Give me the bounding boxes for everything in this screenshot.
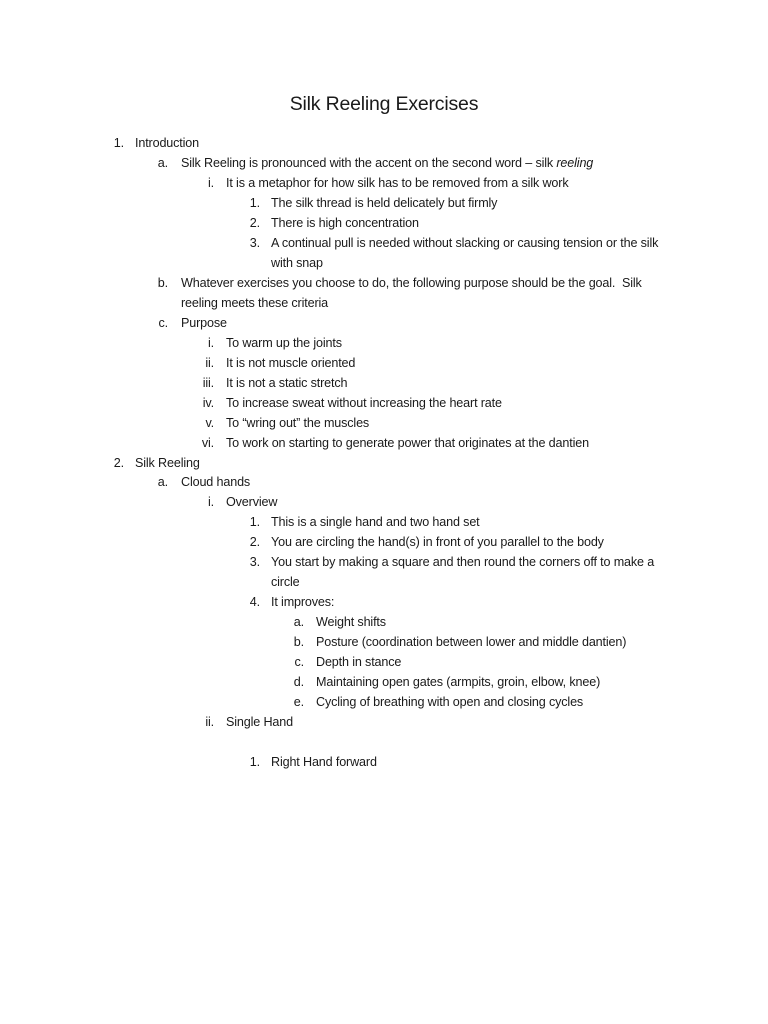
outline-text: The silk thread is held delicately but firmly: [271, 196, 498, 210]
outline-text: Introduction: [135, 136, 200, 150]
outline-item: [194, 393, 502, 413]
outline-marker: c.: [158, 316, 168, 330]
outline-item: [284, 672, 600, 692]
outline-marker: ii.: [205, 356, 214, 370]
outline-text-plain: Silk Reeling is pronounced with the accent on the second word – silk: [181, 156, 557, 170]
outline-text: To warm up the joints: [226, 336, 342, 350]
outline-text: You are circling the hand(s) in front of you parallel to the body: [271, 535, 604, 549]
outline-item: [104, 453, 200, 473]
outline-text: Posture (coordination between lower and middle dantien): [316, 635, 627, 649]
outline-marker: 2.: [249, 216, 260, 230]
outline-marker: c.: [294, 655, 304, 669]
outline-marker: iii.: [202, 376, 214, 390]
outline-text: Overview: [226, 495, 278, 509]
outline-marker: ii.: [205, 715, 214, 729]
outline-marker: 2.: [113, 456, 124, 470]
outline-item: [194, 492, 277, 512]
outline-item: [284, 652, 401, 672]
outline-item: [240, 512, 480, 532]
outline-text: There is high concentration: [271, 216, 419, 230]
outline-text: Whatever exercises you choose to do, the following purpose should be the goal. Silk: [181, 276, 642, 290]
outline-item: [194, 333, 342, 353]
outline-item: [240, 592, 334, 612]
outline-marker: 1.: [249, 196, 260, 210]
outline-marker: 3.: [249, 555, 260, 569]
outline-marker: d.: [293, 675, 304, 689]
outline-marker: i.: [208, 176, 214, 190]
outline-text: Weight shifts: [316, 615, 386, 629]
outline-text: Right Hand forward: [271, 755, 377, 769]
outline-marker: i.: [208, 336, 214, 350]
outline-item: [240, 532, 604, 552]
outline-item: [148, 313, 227, 333]
outline-text: It improves:: [271, 595, 335, 609]
outline-text: [181, 153, 593, 173]
outline-marker: 3.: [249, 236, 260, 250]
outline-item: [148, 153, 593, 173]
outline-item: [194, 173, 568, 193]
outline-item: [194, 353, 355, 373]
outline-text: You start by making a square and then round the corners off to make a: [271, 555, 655, 569]
outline-item: [194, 413, 369, 433]
outline-item: [284, 632, 626, 652]
outline-continuation: circle: [271, 575, 300, 589]
outline-marker: e.: [293, 695, 304, 709]
outline-item: [240, 552, 654, 572]
outline-text: Maintaining open gates (armpits, groin, elbow, knee): [316, 675, 601, 689]
outline-item: [240, 752, 377, 772]
outline-text: Purpose: [181, 316, 227, 330]
outline-item: [104, 133, 199, 153]
outline-item: [240, 233, 658, 253]
outline-item: [194, 433, 589, 453]
outline-text: To increase sweat without increasing the heart rate: [226, 396, 502, 410]
outline-marker: a.: [293, 615, 304, 629]
outline-marker: v.: [205, 416, 214, 430]
outline-text: It is not muscle oriented: [226, 356, 356, 370]
outline-marker: iv.: [202, 396, 214, 410]
document-title: Silk Reeling Exercises: [289, 93, 479, 115]
outline-text: It is a metaphor for how silk has to be removed from a silk work: [226, 176, 569, 190]
outline-item: [240, 213, 419, 233]
outline-item: [284, 692, 583, 712]
outline-text: Cycling of breathing with open and closing cycles: [316, 695, 584, 709]
outline-text-emphasis: reeling: [556, 156, 594, 170]
outline-item: [240, 193, 497, 213]
outline-item: [194, 712, 293, 732]
outline-item: [194, 373, 347, 393]
outline-item: [284, 612, 386, 632]
outline-text: Cloud hands: [181, 475, 251, 489]
outline-text: Silk Reeling: [135, 456, 200, 470]
outline-text: To work on starting to generate power that originates at the dantien: [226, 436, 589, 450]
outline-text: It is not a static stretch: [226, 376, 348, 390]
outline-marker: i.: [208, 495, 214, 509]
outline-text: A continual pull is needed without slacking or causing tension or the silk: [271, 236, 659, 250]
outline-marker: 1.: [249, 515, 260, 529]
outline-item: [148, 472, 250, 492]
outline-marker: b.: [293, 635, 304, 649]
outline-marker: a.: [157, 475, 168, 489]
outline-continuation: reeling meets these criteria: [181, 296, 328, 310]
outline-marker: 1.: [113, 136, 124, 150]
outline-marker: 2.: [249, 535, 260, 549]
outline-text: Depth in stance: [316, 655, 402, 669]
outline-item: [148, 273, 642, 293]
outline-marker: a.: [157, 156, 168, 170]
outline-marker: 1.: [249, 755, 260, 769]
outline-marker: b.: [157, 276, 168, 290]
outline-text: To “wring out” the muscles: [226, 416, 370, 430]
outline-marker: vi.: [201, 436, 214, 450]
outline-marker: 4.: [249, 595, 260, 609]
outline-text: This is a single hand and two hand set: [271, 515, 480, 529]
outline-continuation: with snap: [271, 256, 323, 270]
outline-text: Single Hand: [226, 715, 293, 729]
